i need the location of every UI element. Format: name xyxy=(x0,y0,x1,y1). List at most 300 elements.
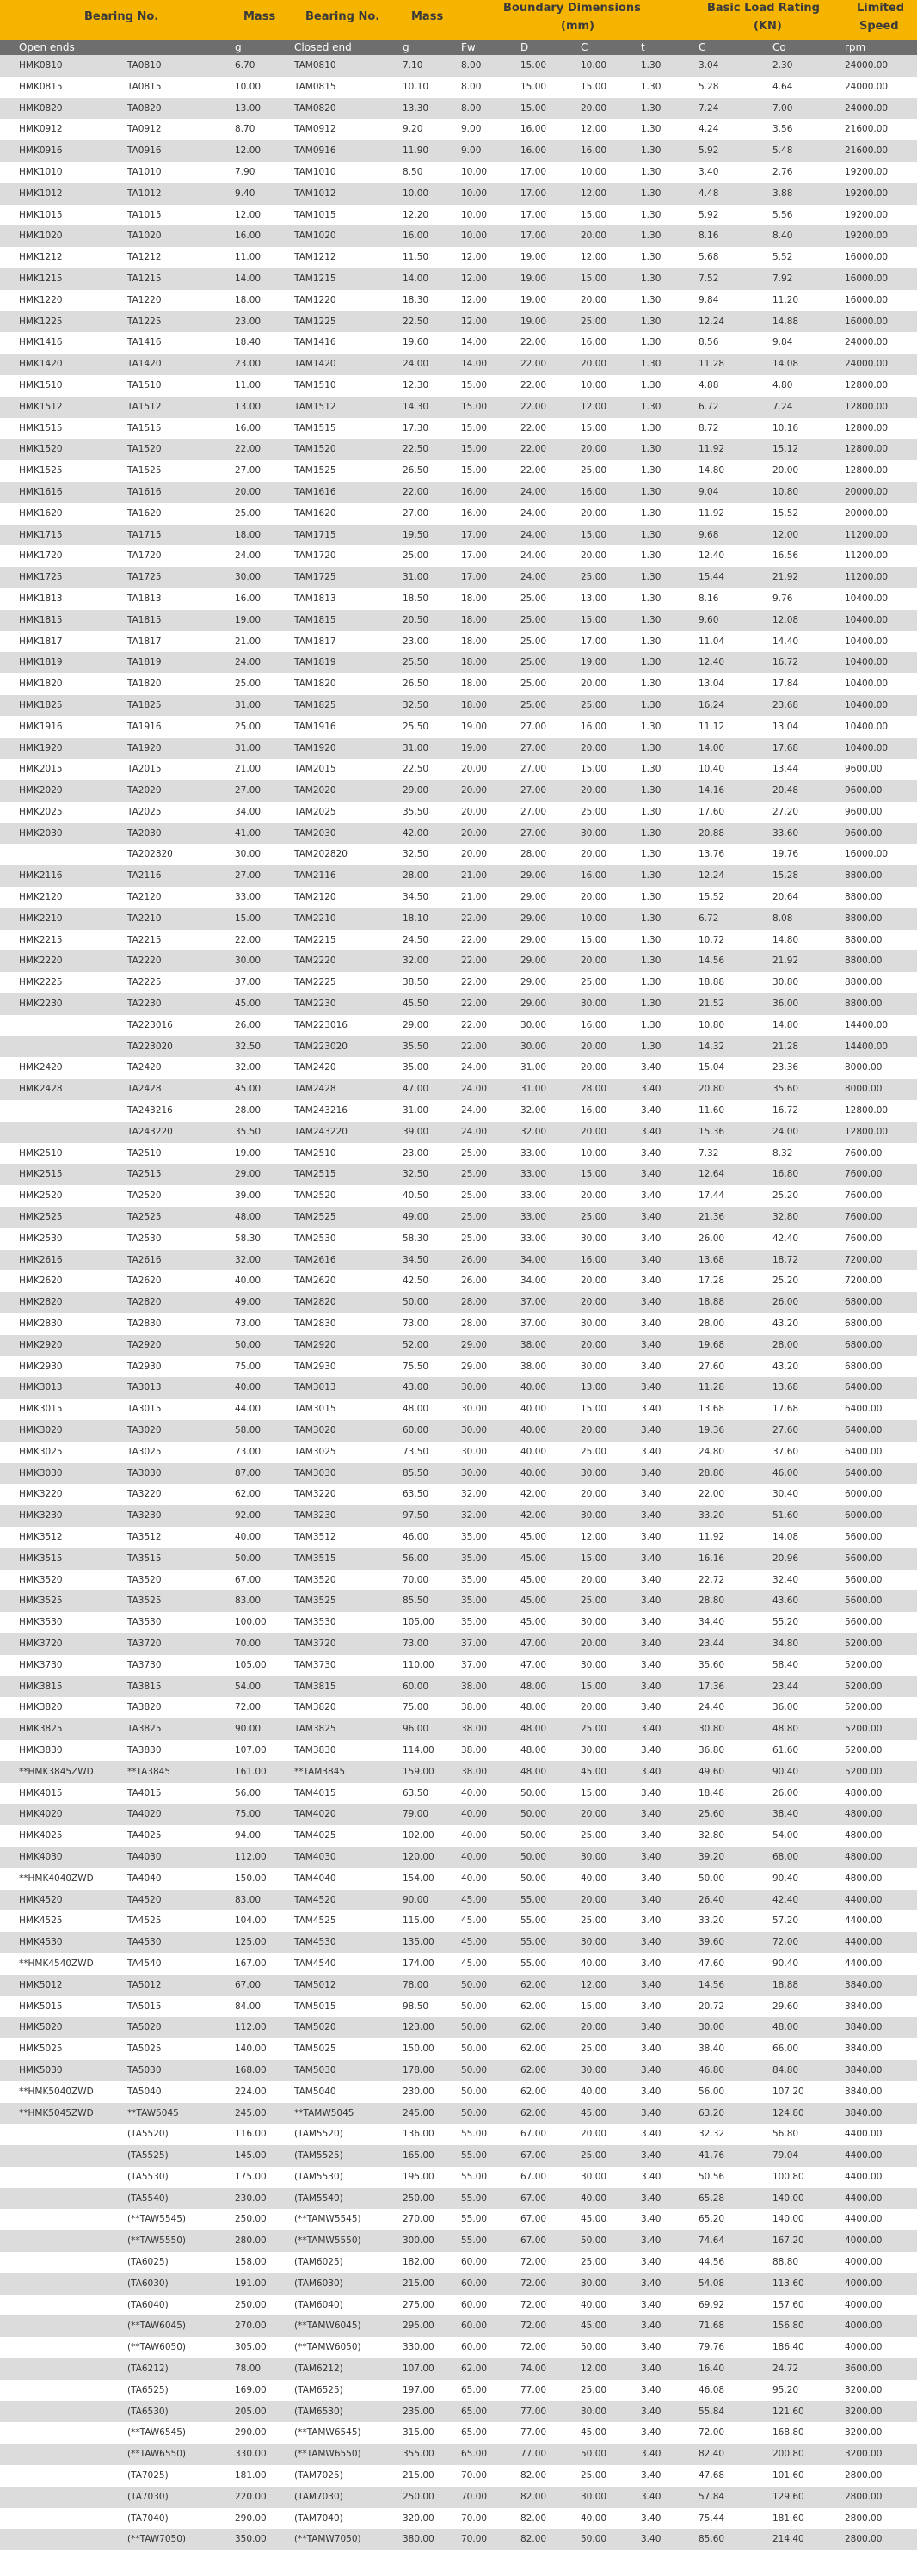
cell-load-c: 4.24 xyxy=(699,124,719,135)
cell-thickness-t: 1.30 xyxy=(641,486,662,497)
cell-load-c: 28.80 xyxy=(699,1467,725,1479)
cell-mass-closed: 315.00 xyxy=(403,2427,434,2438)
table-row xyxy=(0,2124,917,2145)
cell-open-end-part: HMK5020 xyxy=(19,2022,63,2033)
cell-thickness-t: 1.30 xyxy=(641,593,662,604)
cell-mass-closed: 115.00 xyxy=(403,1915,434,1927)
cell-open-end-part: HMK2120 xyxy=(19,892,63,903)
table-row xyxy=(0,1313,917,1335)
cell-thickness-t: 3.40 xyxy=(641,2384,662,2395)
cell-mass-closed: 24.50 xyxy=(403,934,429,945)
cell-width-c: 20.00 xyxy=(581,2022,607,2033)
cell-open-end-part: HMK4030 xyxy=(19,1851,63,1862)
cell-fw: 22.00 xyxy=(461,934,488,945)
cell-mass-open: 7.90 xyxy=(235,166,255,177)
cell-fw: 40.00 xyxy=(461,1872,488,1884)
cell-load-co: 30.80 xyxy=(772,977,799,988)
cell-load-c: 14.56 xyxy=(699,956,725,967)
cell-outer-d: 33.00 xyxy=(520,1212,547,1223)
cell-load-c: 23.44 xyxy=(699,1638,725,1649)
cell-open-end-part: HMK3520 xyxy=(19,1574,63,1585)
table-row xyxy=(0,802,917,823)
cell-fw: 17.00 xyxy=(461,529,488,540)
table-row xyxy=(0,2487,917,2508)
header-basic-load-rating: Basic Load Rating xyxy=(707,2,820,15)
cell-load-co: 15.28 xyxy=(772,870,799,882)
cell-outer-d: 48.00 xyxy=(520,1724,547,1735)
cell-mass-open: 58.30 xyxy=(235,1233,262,1244)
cell-mass-open: 83.00 xyxy=(235,1894,262,1905)
cell-width-c: 20.00 xyxy=(581,1062,607,1073)
cell-open-end-part: HMK2215 xyxy=(19,934,63,945)
cell-fw: 70.00 xyxy=(461,2512,488,2524)
cell-thickness-t: 1.30 xyxy=(641,742,662,753)
cell-closed-end-part: TAM4525 xyxy=(294,1915,336,1927)
cell-width-c: 15.00 xyxy=(581,1681,607,1692)
cell-thickness-t: 3.40 xyxy=(641,1872,662,1884)
table-row xyxy=(0,823,917,845)
cell-speed-rpm: 8800.00 xyxy=(845,913,883,924)
cell-width-c: 40.00 xyxy=(581,2299,607,2310)
cell-width-c: 30.00 xyxy=(581,1744,607,1755)
cell-load-c: 6.72 xyxy=(699,913,719,924)
cell-fw: 70.00 xyxy=(461,2491,488,2502)
cell-thickness-t: 1.30 xyxy=(641,699,662,710)
cell-fw: 55.00 xyxy=(461,2214,488,2225)
cell-speed-rpm: 5200.00 xyxy=(845,1744,883,1755)
cell-width-c: 15.00 xyxy=(581,529,607,540)
cell-closed-ends-part: (**TAW6045) xyxy=(127,2321,187,2332)
table-row xyxy=(0,1676,917,1698)
cell-closed-ends-part: TA3730 xyxy=(127,1659,162,1670)
cell-load-co: 61.60 xyxy=(772,1744,799,1755)
cell-mass-open: 28.00 xyxy=(235,1105,262,1116)
cell-load-c: 39.20 xyxy=(699,1851,725,1862)
cell-outer-d: 25.00 xyxy=(520,657,547,668)
cell-thickness-t: 3.40 xyxy=(641,1190,662,1202)
cell-width-c: 15.00 xyxy=(581,764,607,775)
cell-mass-closed: 275.00 xyxy=(403,2299,434,2310)
cell-thickness-t: 3.40 xyxy=(641,1787,662,1798)
cell-width-c: 25.00 xyxy=(581,806,607,817)
units-closed-end: Closed end xyxy=(294,41,352,53)
cell-outer-d: 50.00 xyxy=(520,1851,547,1862)
cell-load-c: 15.36 xyxy=(699,1126,725,1137)
cell-outer-d: 48.00 xyxy=(520,1766,547,1777)
cell-speed-rpm: 6400.00 xyxy=(845,1467,883,1479)
cell-open-end-part: HMK3830 xyxy=(19,1744,63,1755)
cell-open-end-part: HMK3020 xyxy=(19,1425,63,1436)
cell-load-c: 30.00 xyxy=(699,2022,725,2033)
cell-width-c: 12.00 xyxy=(581,1979,607,1990)
cell-closed-ends-part: TA3025 xyxy=(127,1446,162,1457)
cell-thickness-t: 3.40 xyxy=(641,2129,662,2140)
cell-fw: 10.00 xyxy=(461,231,488,242)
cell-closed-end-part: TAM3530 xyxy=(294,1617,336,1628)
cell-mass-closed: 73.00 xyxy=(403,1319,429,1330)
table-row xyxy=(0,1847,917,1868)
cell-load-c: 5.92 xyxy=(699,145,719,157)
cell-open-end-part: HMK2428 xyxy=(19,1084,63,1095)
cell-load-c: 6.72 xyxy=(699,401,719,412)
cell-mass-closed: 14.30 xyxy=(403,401,429,412)
cell-fw: 55.00 xyxy=(461,2192,488,2204)
cell-width-c: 12.00 xyxy=(581,124,607,135)
cell-open-end-part: HMK2230 xyxy=(19,999,63,1010)
cell-mass-open: 145.00 xyxy=(235,2150,267,2161)
cell-mass-open: 40.00 xyxy=(235,1531,262,1542)
cell-fw: 45.00 xyxy=(461,1915,488,1927)
cell-mass-open: 12.00 xyxy=(235,145,262,157)
cell-closed-end-part: TAM1916 xyxy=(294,721,336,732)
cell-outer-d: 32.00 xyxy=(520,1105,547,1116)
cell-width-c: 25.00 xyxy=(581,2470,607,2481)
cell-outer-d: 24.00 xyxy=(520,486,547,497)
cell-thickness-t: 1.30 xyxy=(641,956,662,967)
cell-mass-closed: 154.00 xyxy=(403,1872,434,1884)
cell-closed-end-part: TAM4520 xyxy=(294,1894,336,1905)
cell-thickness-t: 1.30 xyxy=(641,316,662,327)
cell-open-end-part: HMK1515 xyxy=(19,422,63,433)
cell-speed-rpm: 6000.00 xyxy=(845,1510,883,1522)
cell-outer-d: 40.00 xyxy=(520,1425,547,1436)
cell-load-co: 10.16 xyxy=(772,422,799,433)
cell-mass-closed: 22.00 xyxy=(403,486,429,497)
cell-speed-rpm: 7600.00 xyxy=(845,1190,883,1202)
table-row xyxy=(0,1718,917,1740)
cell-load-c: 19.68 xyxy=(699,1339,725,1350)
cell-outer-d: 45.00 xyxy=(520,1617,547,1628)
cell-closed-ends-part: TA2830 xyxy=(127,1319,162,1330)
cell-fw: 19.00 xyxy=(461,742,488,753)
cell-mass-open: 116.00 xyxy=(235,2129,267,2140)
cell-thickness-t: 3.40 xyxy=(641,1552,662,1564)
cell-load-c: 11.60 xyxy=(699,1105,725,1116)
cell-width-c: 50.00 xyxy=(581,2235,607,2247)
cell-mass-closed: 8.50 xyxy=(403,166,423,177)
cell-load-c: 26.00 xyxy=(699,1233,725,1244)
cell-mass-closed: 10.00 xyxy=(403,188,429,199)
cell-load-c: 47.60 xyxy=(699,1958,725,1969)
cell-open-end-part: HMK2225 xyxy=(19,977,63,988)
cell-closed-ends-part: TA1819 xyxy=(127,657,162,668)
cell-load-co: 15.52 xyxy=(772,507,799,519)
cell-closed-ends-part: TA243220 xyxy=(127,1126,173,1137)
cell-load-co: 4.80 xyxy=(772,379,793,390)
cell-closed-ends-part: TA1220 xyxy=(127,294,162,305)
cell-outer-d: 25.00 xyxy=(520,679,547,690)
cell-mass-closed: 98.50 xyxy=(403,2001,429,2012)
cell-width-c: 16.00 xyxy=(581,870,607,882)
cell-closed-end-part: TAM4020 xyxy=(294,1809,336,1820)
cell-outer-d: 45.00 xyxy=(520,1531,547,1542)
cell-open-end-part: HMK1416 xyxy=(19,337,63,348)
cell-fw: 45.00 xyxy=(461,1937,488,1948)
cell-closed-end-part: TAM2120 xyxy=(294,892,336,903)
cell-closed-end-part: TAM2030 xyxy=(294,827,336,839)
cell-closed-ends-part: TA2520 xyxy=(127,1190,162,1202)
cell-speed-rpm: 10400.00 xyxy=(845,742,889,753)
cell-mass-closed: 135.00 xyxy=(403,1937,434,1948)
cell-width-c: 15.00 xyxy=(581,1169,607,1180)
cell-open-end-part: HMK3530 xyxy=(19,1617,63,1628)
table-row xyxy=(0,1783,917,1804)
cell-load-co: 46.00 xyxy=(772,1467,799,1479)
cell-load-co: 7.00 xyxy=(772,102,793,114)
cell-thickness-t: 3.40 xyxy=(641,1510,662,1522)
cell-load-c: 54.08 xyxy=(699,2278,725,2289)
cell-outer-d: 67.00 xyxy=(520,2129,547,2140)
cell-fw: 15.00 xyxy=(461,379,488,390)
cell-closed-ends-part: (TA7040) xyxy=(127,2512,169,2524)
cell-mass-closed: 18.30 xyxy=(403,294,429,305)
cell-speed-rpm: 5200.00 xyxy=(845,1638,883,1649)
cell-thickness-t: 3.40 xyxy=(641,1595,662,1607)
cell-load-c: 36.80 xyxy=(699,1744,725,1755)
cell-speed-rpm: 5200.00 xyxy=(845,1766,883,1777)
cell-speed-rpm: 4000.00 xyxy=(845,2299,883,2310)
cell-speed-rpm: 6800.00 xyxy=(845,1361,883,1372)
cell-closed-end-part: TAM1820 xyxy=(294,679,336,690)
cell-closed-ends-part: (TA6525) xyxy=(127,2384,169,2395)
cell-thickness-t: 3.40 xyxy=(641,2406,662,2417)
cell-load-c: 55.84 xyxy=(699,2406,725,2417)
cell-load-c: 15.04 xyxy=(699,1062,725,1073)
cell-fw: 25.00 xyxy=(461,1212,488,1223)
cell-thickness-t: 3.40 xyxy=(641,1361,662,1372)
cell-width-c: 12.00 xyxy=(581,252,607,263)
cell-mass-closed: 105.00 xyxy=(403,1617,434,1628)
cell-mass-closed: 49.00 xyxy=(403,1212,429,1223)
cell-width-c: 25.00 xyxy=(581,572,607,583)
cell-fw: 65.00 xyxy=(461,2384,488,2395)
cell-fw: 50.00 xyxy=(461,2044,488,2055)
cell-closed-ends-part: (TA5530) xyxy=(127,2171,169,2182)
cell-open-end-part: HMK3825 xyxy=(19,1724,63,1735)
cell-closed-end-part: TAM1010 xyxy=(294,166,336,177)
cell-closed-ends-part: TA3013 xyxy=(127,1382,162,1393)
cell-width-c: 16.00 xyxy=(581,486,607,497)
cell-speed-rpm: 12800.00 xyxy=(845,1126,889,1137)
cell-mass-closed: 38.50 xyxy=(403,977,429,988)
table-row xyxy=(0,247,917,268)
cell-width-c: 13.00 xyxy=(581,1382,607,1393)
cell-closed-ends-part: **TAW5045 xyxy=(127,2107,179,2118)
cell-speed-rpm: 5200.00 xyxy=(845,1659,883,1670)
cell-closed-ends-part: TA2015 xyxy=(127,764,162,775)
cell-width-c: 20.00 xyxy=(581,1702,607,1713)
cell-speed-rpm: 6800.00 xyxy=(845,1297,883,1308)
cell-outer-d: 22.00 xyxy=(520,379,547,390)
cell-width-c: 45.00 xyxy=(581,1766,607,1777)
cell-outer-d: 50.00 xyxy=(520,1872,547,1884)
cell-outer-d: 27.00 xyxy=(520,764,547,775)
cell-width-c: 13.00 xyxy=(581,593,607,604)
cell-mass-open: 23.00 xyxy=(235,316,262,327)
cell-closed-end-part: (TAM5530) xyxy=(294,2171,343,2182)
cell-closed-ends-part: TA3530 xyxy=(127,1617,162,1628)
cell-mass-open: 32.00 xyxy=(235,1254,262,1265)
table-row xyxy=(0,268,917,290)
cell-mass-closed: 43.00 xyxy=(403,1382,429,1393)
cell-load-co: 21.92 xyxy=(772,572,799,583)
cell-speed-rpm: 4800.00 xyxy=(845,1809,883,1820)
cell-load-c: 3.04 xyxy=(699,60,719,71)
cell-load-c: 34.40 xyxy=(699,1617,725,1628)
cell-outer-d: 32.00 xyxy=(520,1126,547,1137)
table-row xyxy=(0,1996,917,2018)
cell-width-c: 45.00 xyxy=(581,2321,607,2332)
cell-load-c: 33.20 xyxy=(699,1510,725,1522)
cell-thickness-t: 1.30 xyxy=(641,849,662,860)
cell-speed-rpm: 8800.00 xyxy=(845,977,883,988)
cell-open-end-part: HMK2830 xyxy=(19,1319,63,1330)
table-row xyxy=(0,2188,917,2210)
cell-load-c: 9.68 xyxy=(699,529,719,540)
cell-open-end-part: HMK1616 xyxy=(19,486,63,497)
cell-mass-open: 14.00 xyxy=(235,273,262,284)
cell-closed-end-part: TAM1020 xyxy=(294,231,336,242)
cell-thickness-t: 3.40 xyxy=(641,1169,662,1180)
cell-outer-d: 24.00 xyxy=(520,507,547,519)
table-row xyxy=(0,2209,917,2230)
cell-mass-closed: 12.20 xyxy=(403,209,429,220)
cell-load-c: 9.84 xyxy=(699,294,719,305)
cell-thickness-t: 3.40 xyxy=(641,1766,662,1777)
table-row xyxy=(0,1399,917,1420)
cell-closed-end-part: TAM2225 xyxy=(294,977,336,988)
cell-thickness-t: 3.40 xyxy=(641,2064,662,2075)
cell-closed-ends-part: TA4015 xyxy=(127,1787,162,1798)
cell-mass-open: 290.00 xyxy=(235,2512,267,2524)
cell-load-co: 17.68 xyxy=(772,742,799,753)
cell-width-c: 12.00 xyxy=(581,401,607,412)
cell-speed-rpm: 3200.00 xyxy=(845,2384,883,2395)
table-row xyxy=(0,2401,917,2423)
cell-closed-ends-part: TA2030 xyxy=(127,827,162,839)
table-row xyxy=(0,2358,917,2380)
cell-closed-end-part: TAM1515 xyxy=(294,422,336,433)
cell-load-co: 14.08 xyxy=(772,359,799,370)
cell-closed-ends-part: (**TAW7050) xyxy=(127,2534,187,2545)
table-row xyxy=(0,1953,917,1975)
cell-mass-closed: 197.00 xyxy=(403,2384,434,2395)
cell-closed-ends-part: (**TAW5545) xyxy=(127,2214,187,2225)
cell-open-end-part: HMK1215 xyxy=(19,273,63,284)
cell-width-c: 12.00 xyxy=(581,1531,607,1542)
table-row xyxy=(0,183,917,205)
cell-mass-open: 40.00 xyxy=(235,1276,262,1287)
cell-fw: 9.00 xyxy=(461,124,482,135)
cell-mass-open: 24.00 xyxy=(235,657,262,668)
cell-speed-rpm: 8800.00 xyxy=(845,999,883,1010)
cell-outer-d: 15.00 xyxy=(520,81,547,92)
cell-outer-d: 29.00 xyxy=(520,934,547,945)
cell-width-c: 20.00 xyxy=(581,294,607,305)
cell-mass-open: 84.00 xyxy=(235,2001,262,2012)
cell-mass-closed: 23.00 xyxy=(403,1147,429,1159)
cell-load-c: 8.56 xyxy=(699,337,719,348)
table-row xyxy=(0,1292,917,1313)
cell-thickness-t: 3.40 xyxy=(641,1809,662,1820)
cell-closed-ends-part: TA1215 xyxy=(127,273,162,284)
cell-outer-d: 22.00 xyxy=(520,337,547,348)
cell-closed-ends-part: TA4520 xyxy=(127,1894,162,1905)
cell-outer-d: 48.00 xyxy=(520,1744,547,1755)
cell-closed-end-part: TAM1920 xyxy=(294,742,336,753)
table-row xyxy=(0,205,917,226)
cell-thickness-t: 3.40 xyxy=(641,1638,662,1649)
table-row xyxy=(0,1910,917,1932)
cell-speed-rpm: 4400.00 xyxy=(845,2214,883,2225)
cell-load-c: 75.44 xyxy=(699,2512,725,2524)
table-row xyxy=(0,1164,917,1185)
cell-thickness-t: 3.40 xyxy=(641,2491,662,2502)
cell-closed-ends-part: TA1916 xyxy=(127,721,162,732)
cell-load-c: 32.80 xyxy=(699,1830,725,1841)
cell-mass-open: 75.00 xyxy=(235,1361,262,1372)
cell-mass-open: 32.50 xyxy=(235,1041,262,1052)
cell-thickness-t: 3.40 xyxy=(641,1681,662,1692)
cell-outer-d: 67.00 xyxy=(520,2171,547,2182)
cell-outer-d: 16.00 xyxy=(520,124,547,135)
cell-load-c: 85.60 xyxy=(699,2534,725,2545)
cell-closed-ends-part: TA1725 xyxy=(127,572,162,583)
cell-open-end-part: HMK5030 xyxy=(19,2064,63,2075)
cell-closed-ends-part: (TA5540) xyxy=(127,2192,169,2204)
cell-load-co: 48.00 xyxy=(772,2022,799,2033)
cell-mass-open: 39.00 xyxy=(235,1190,262,1202)
cell-closed-end-part: TAM4025 xyxy=(294,1830,336,1841)
cell-open-end-part: HMK4020 xyxy=(19,1809,63,1820)
cell-closed-ends-part: TA2025 xyxy=(127,806,162,817)
cell-closed-end-part: TAM0916 xyxy=(294,145,336,157)
cell-mass-closed: 230.00 xyxy=(403,2086,434,2097)
cell-load-co: 90.40 xyxy=(772,1766,799,1777)
cell-outer-d: 55.00 xyxy=(520,1937,547,1948)
cell-fw: 20.00 xyxy=(461,806,488,817)
cell-closed-end-part: (TAM6525) xyxy=(294,2384,343,2395)
cell-outer-d: 38.00 xyxy=(520,1339,547,1350)
table-row xyxy=(0,119,917,140)
cell-load-co: 28.00 xyxy=(772,1339,799,1350)
cell-load-co: 8.08 xyxy=(772,913,793,924)
cell-load-co: 14.80 xyxy=(772,1019,799,1030)
table-row xyxy=(0,1761,917,1783)
table-row xyxy=(0,545,917,567)
cell-load-c: 74.64 xyxy=(699,2235,725,2247)
cell-closed-ends-part: TA5030 xyxy=(127,2064,162,2075)
cell-outer-d: 17.00 xyxy=(520,166,547,177)
cell-closed-end-part: TAM3020 xyxy=(294,1425,336,1436)
cell-mass-closed: 22.50 xyxy=(403,764,429,775)
cell-thickness-t: 3.40 xyxy=(641,1979,662,1990)
cell-thickness-t: 3.40 xyxy=(641,1126,662,1137)
cell-mass-open: 37.00 xyxy=(235,977,262,988)
cell-mass-open: 49.00 xyxy=(235,1297,262,1308)
cell-fw: 38.00 xyxy=(461,1766,488,1777)
cell-load-c: 15.52 xyxy=(699,892,725,903)
cell-load-co: 5.56 xyxy=(772,209,793,220)
cell-thickness-t: 3.40 xyxy=(641,1212,662,1223)
cell-load-c: 25.60 xyxy=(699,1809,725,1820)
cell-mass-open: 305.00 xyxy=(235,2342,267,2353)
cell-load-co: 168.80 xyxy=(772,2427,804,2438)
cell-open-end-part: HMK2420 xyxy=(19,1062,63,1073)
cell-load-co: 186.40 xyxy=(772,2342,804,2353)
cell-closed-end-part: (TAM6025) xyxy=(294,2257,343,2268)
cell-fw: 40.00 xyxy=(461,1830,488,1841)
